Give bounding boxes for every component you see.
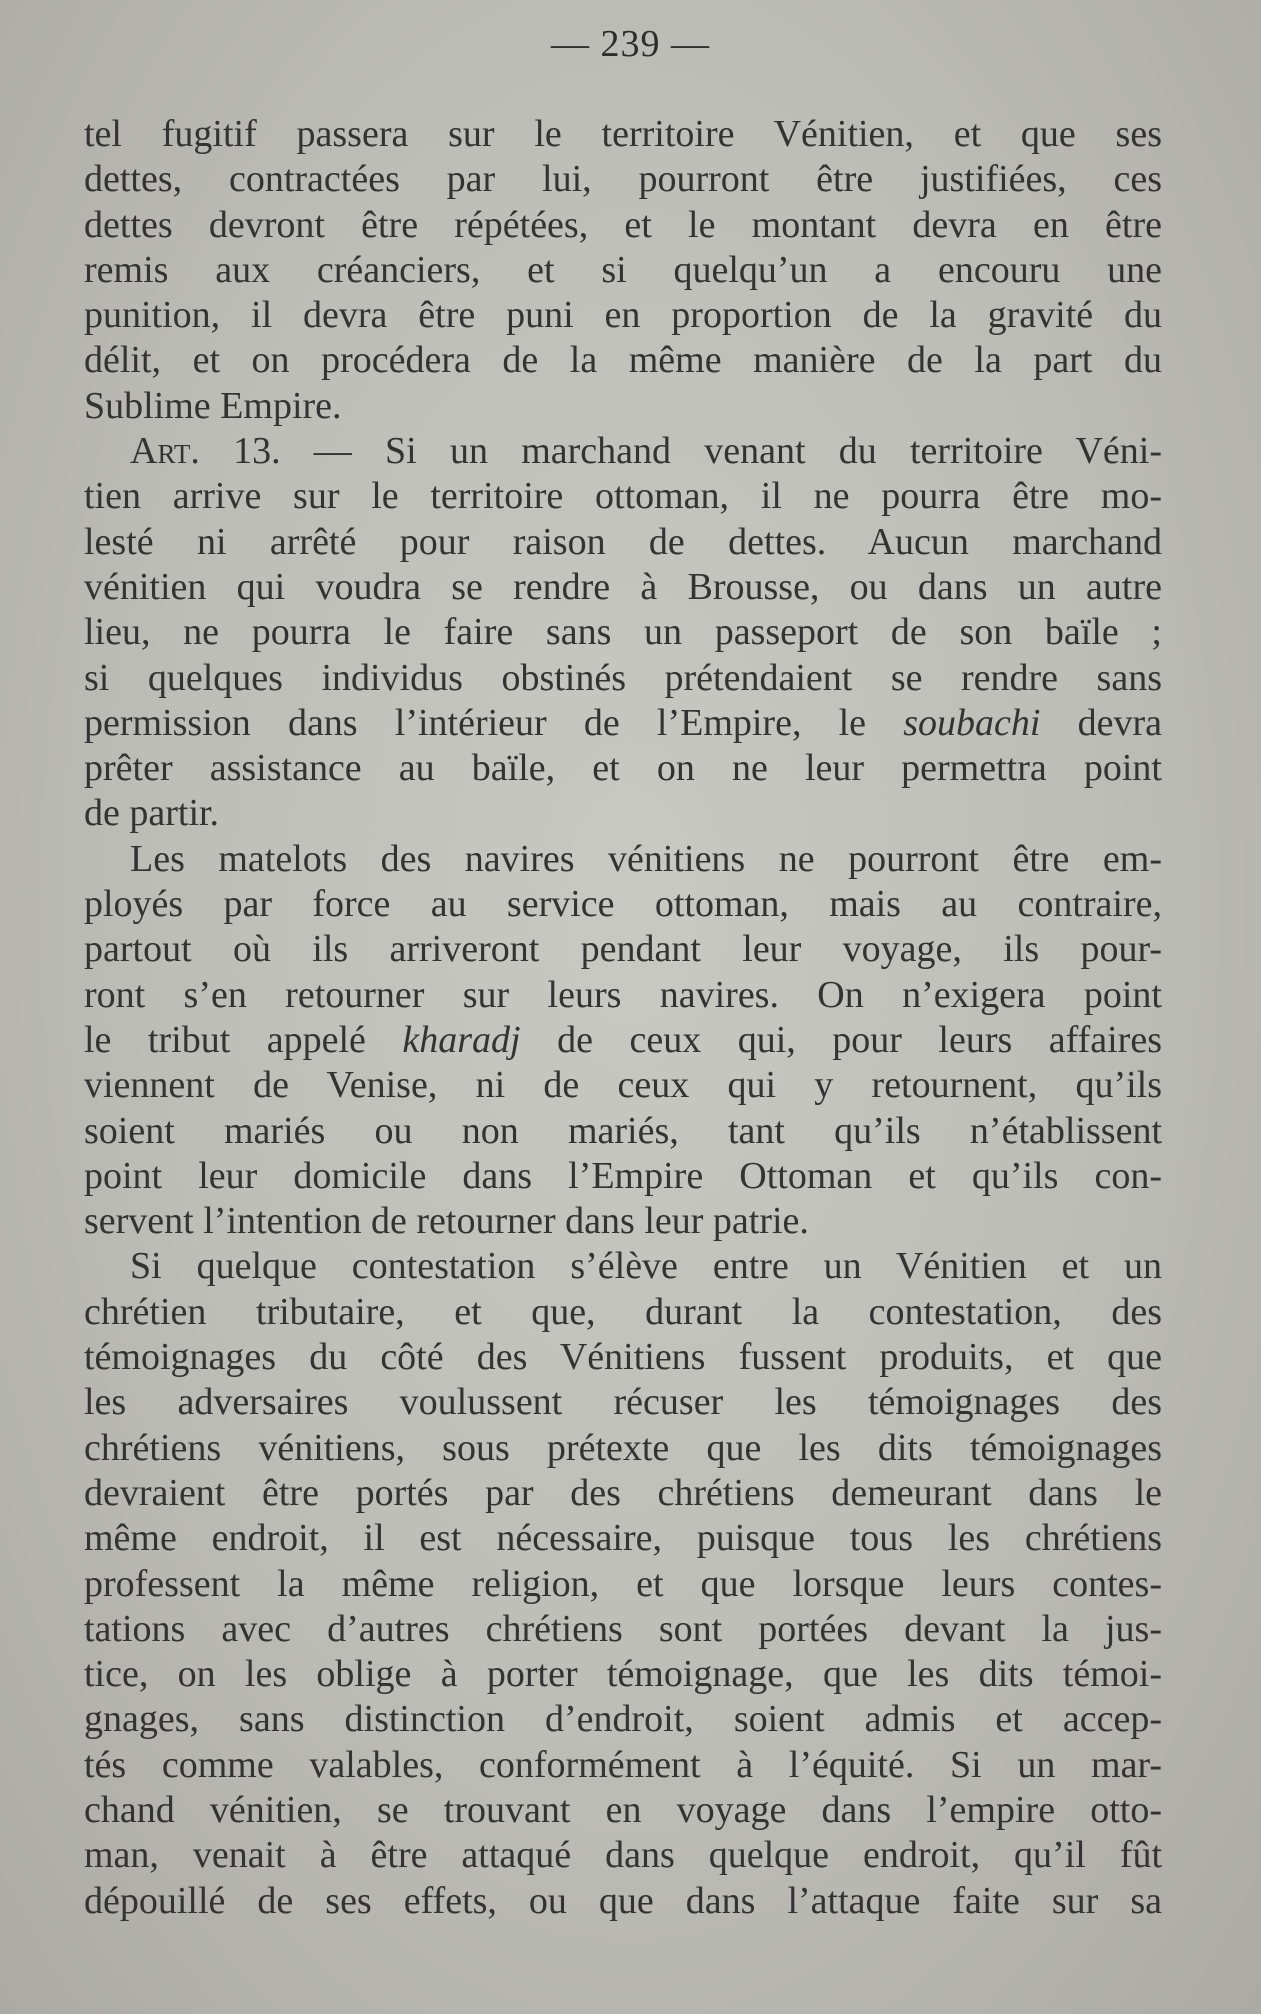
text-line: chrétiens vénitiens, sous prétexte que les dits témoignages [84,1426,1162,1469]
text-line: lieu, ne pourra le faire sans un passeport de son baïle ; [84,611,1162,654]
text-segment: le tribut appelé [84,1018,403,1061]
soubachi-line [84,701,1162,746]
body-text [84,112,1162,1924]
italic-term: soubachi [903,701,1041,744]
text-line: devraient être portés par des chrétiens demeurant dans le [84,1471,1162,1514]
text-line: man, venait à être attaqué dans quelque endroit, qu’il fût [84,1834,1162,1877]
text-line: chrétien tributaire, et que, durant la contestation, des [84,1290,1162,1333]
text-line: chand vénitien, se trouvant en voyage dans l’empire otto- [84,1788,1162,1831]
text-line: les adversaires voulussent récuser les témoignages des [84,1381,1162,1424]
text-line: tien arrive sur le territoire ottoman, il ne pourra être mo- [84,475,1162,518]
text-line: viennent de Venise, ni de ceux qui y retournent, qu’ils [84,1064,1162,1107]
italic-term: kharadj [402,1018,521,1061]
text-line: ployés par force au service ottoman, mais au contraire, [84,883,1162,926]
text-line: tations avec d’autres chrétiens sont portées devant la jus- [84,1607,1162,1650]
text-line: ront s’en retourner sur leurs navires. On n’exigera point [84,973,1162,1016]
text-line: servent l’intention de retourner dans leur patrie. [84,1200,809,1243]
text-line: dettes devront être répétées, et le montant devra en être [84,203,1162,246]
text-segment: permission dans l’intérieur de l’Empire, le [84,701,904,744]
text-line: délit, et on procédera de la même manière de la part du [84,339,1162,382]
text-line: partout où ils arriveront pendant leur voyage, ils pour- [84,928,1162,971]
text-line: tel fugitif passera sur le territoire Vénitien, et que ses [84,113,1162,155]
text-line: Si quelque contestation s’élève entre un Vénitien et un [130,1245,1162,1288]
article-13-heading-line [84,429,1162,474]
text-segment: devra [1040,701,1162,744]
text-line: punition, il devra être puni en proportion de la gravité du [84,294,1162,337]
text-line: Les matelots des navires vénitiens ne pourront être em- [130,837,1162,880]
text-line: prêter assistance au baïle, et on ne leur permettra point [84,747,1162,790]
article-text: 13. — Si un marchand venant du territoire Véni- [199,430,1162,473]
text-line: vénitien qui voudra se rendre à Brousse, ou dans un autre [84,565,1162,608]
text-line: si quelques individus obstinés prétendaient se rendre sans [84,656,1162,699]
text-line: lesté ni arrêté pour raison de dettes. Aucun marchand [84,520,1162,563]
text-line: Sublime Empire. [84,384,342,427]
article-label: Art. [130,430,200,473]
text-line: de partir. [84,792,220,835]
text-line: gnages, sans distinction d’endroit, soient admis et accep- [84,1698,1162,1741]
text-line: témoignages du côté des Vénitiens fussent produits, et que [84,1336,1162,1379]
page-number: — 239 — [551,23,710,65]
text-line: tice, on les oblige à porter témoignage, que les dits témoi- [84,1653,1162,1696]
text-line: dépouillé de ses effets, ou que dans l’attaque faite sur sa [84,1879,1162,1922]
text-line: soient mariés ou non mariés, tant qu’ils n’établissent [84,1109,1162,1152]
text-line: même endroit, il est nécessaire, puisque tous les chrétiens [84,1517,1162,1560]
text-line: remis aux créanciers, et si quelqu’un a encouru une [84,248,1162,291]
text-line: dettes, contractées par lui, pourront être justifiées, ces [84,158,1162,201]
text-line: tés comme valables, conformément à l’équité. Si un mar- [84,1743,1162,1786]
text-line: professent la même religion, et que lorsque leurs contes- [84,1562,1162,1605]
kharadj-line [84,1018,1162,1063]
text-segment: de ceux qui, pour leurs affaires [520,1018,1162,1061]
text-line: point leur domicile dans l’Empire Ottoman et qu’ils con- [84,1154,1162,1197]
